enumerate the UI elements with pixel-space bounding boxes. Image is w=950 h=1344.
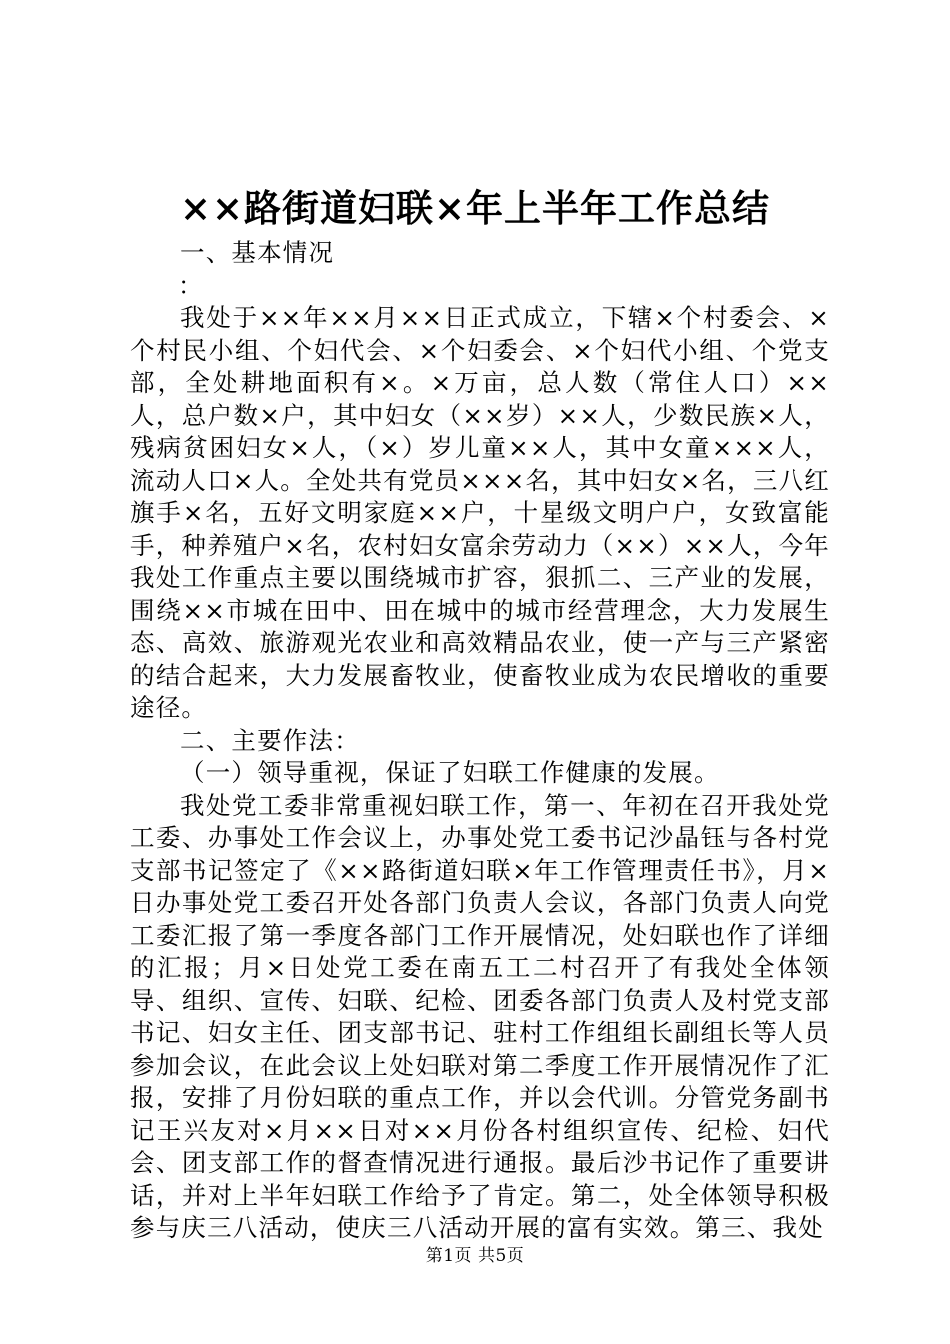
document-body bbox=[130, 237, 830, 1245]
page-number-footer: 第1页 共5页 bbox=[425, 1246, 525, 1266]
paragraph-leadership: 我处党工委非常重视妇联工作，第一、年初在召开我处党工委、办事处工作会议上，办事处党工委书记沙晶钰与各村党支部书记签定了《××路街道妇联×年工作管理责任书》，月×日办事处党工委召开处各部门负责人会议，各部门负责人向党工委汇报了第一季度各部门工作开展情况，处妇联也作了详细的汇报；月×日处党工委在南五工二村召开了有我处全体领导、组织、宣传、妇联、纪检、团委各部门负责人及村党支部书记、妇女主任、团支部书记、驻村工作组组长副组长等人员参加会议，在此会议上处妇联对第二季度工作开展情况作了汇报，安排了月份妇联的重点工作，并以会代训。分管党务副书记王兴友对×月××日对××月份各村组织宣传、纪检、妇代会、团支部工作的督查情况进行通报。最后沙书记作了重要讲话，并对上半年妇联工作给予了肯定。第二，处全体领导积极参与庆三八活动，使庆三八活动开展的富有实效。第三、我处 bbox=[130, 790, 830, 1242]
paragraph-basic-situation: 我处于××年××月××日正式成立，下辖×个村委会、×个村民小组、个妇代会、×个妇委会、×个妇代小组、个党支部，全处耕地面积有×。×万亩，总人数（常住人口）××人，总户数×户，其中妇女（××岁）××人，少数民族×人，残病贫困妇女×人，（×）岁儿童××人，其中女童×××人，流动人口×人。全处共有党员×××名，其中妇女×名，三八红旗手×名，五好文明家庭××户，十星级文明户户，女致富能手，种养殖户×名，农村妇女富余劳动力（××）××人，今年我处工作重点主要以围绕城市扩容，狠抓二、三产业的发展，围绕××市城在田中、田在城中的城市经营理念，大力发展生态、高效、旅游观光农业和高效精品农业，使一产与三产紧密的结合起来，大力发展畜牧业，使畜牧业成为农民增收的重要途径。 bbox=[130, 303, 830, 722]
subsection-heading-leadership: （一）领导重视，保证了妇联工作健康的发展。 bbox=[180, 758, 720, 787]
document-title: ××路街道妇联×年上半年工作总结 bbox=[179, 186, 770, 230]
section-heading-main-practices: 二、主要作法： bbox=[180, 725, 360, 755]
section-heading-basic-situation: 一、基本情况 bbox=[180, 238, 335, 267]
section-heading-colon: ： bbox=[178, 270, 204, 300]
